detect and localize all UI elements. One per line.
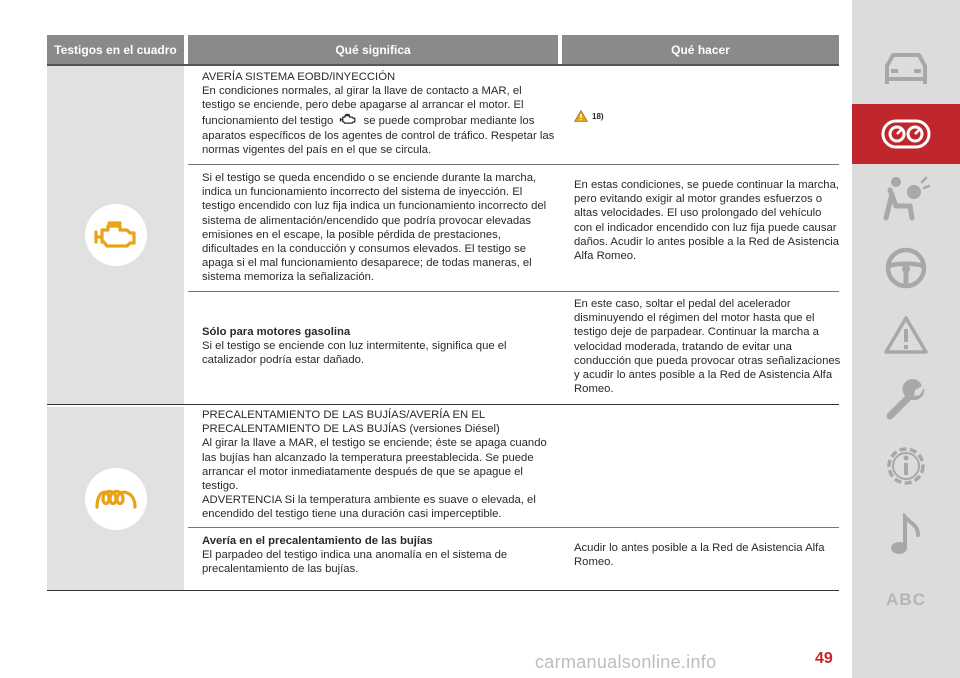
sidebar-item-emergency[interactable]: [852, 305, 960, 365]
icon-circle: [85, 204, 147, 266]
action-petrol-catalyst: En este caso, soltar el pedal del acelerador disminuyendo el régimen del motor hasta que el testigo deje de parpadear. Continuar la marcha a velocidad moderada, tratando de evitar una conducción que pueda provocar otras señalizaciones y acudir lo antes posible a la Red de Asistencia Alfa Romeo.: [574, 298, 841, 396]
sidebar-item-multimedia[interactable]: [852, 505, 960, 565]
header-what-to-do: Qué hacer: [562, 35, 839, 64]
action-glow-fault: Acudir lo antes posible a la Red de Asistencia Alfa Romeo.: [574, 542, 825, 569]
sidebar-item-maintenance[interactable]: [852, 370, 960, 430]
glow-plug-icon: [94, 485, 138, 513]
sidebar-item-technical-data[interactable]: [852, 436, 960, 496]
meaning-petrol-catalyst: [202, 325, 557, 368]
index-abc-label: ABC: [886, 590, 926, 609]
action-injection-fault: En estas condiciones, se puede continuar la marcha, pero evitando exigir al motor grandes esfuerzos o altas velocidades. El uso prolongado del vehículo con el indicador encendido con luz fija puede causar daños. Acudir lo antes posible a la Red de Asistencia Alfa Romeo.: [574, 179, 840, 263]
meaning-glow-plugs: [202, 408, 557, 522]
watermark: carmanualsonline.info: [535, 652, 717, 672]
sidebar-item-car[interactable]: [852, 38, 960, 98]
eobd-text-b: se puede comprobar mediante los aparatos específicos de los agentes de control de tráfico. Respetar las normas vigentes del país en el que se circula.: [202, 114, 555, 157]
glow-fault-text: El parpadeo del testigo indica una anomalía en el sistema de precalentamiento de las bujías.: [202, 549, 508, 576]
warning-reference: [574, 110, 604, 122]
header-warning-lights: Testigos en el cuadro: [47, 35, 184, 64]
steering-wheel-icon: [884, 246, 928, 290]
header-meaning: Qué significa: [188, 35, 558, 64]
wrench-icon: [884, 378, 928, 422]
engine-check-icon-cell: [47, 66, 184, 404]
sidebar-item-driving[interactable]: [852, 238, 960, 298]
dashboard-gauges-icon: [881, 119, 931, 149]
sidebar-item-index[interactable]: [852, 570, 960, 630]
glow-fault-subtitle: Avería en el precalentamiento de las bujías: [202, 535, 433, 547]
petrol-meaning-text: Si el testigo se enciende con luz intermitente, significa que el catalizador podría estar dañado.: [202, 340, 507, 367]
meaning-injection-fault: Si el testigo se queda encendido o se enciende durante la marcha, indica un funcionamiento incorrecto del sistema de inyección. El testigo encendido con luz fija indica un funcionamiento incorrecto del sistema de alimentación/encendido que podría provocar elevadas emisiones en el escape, la posible pérdida de prestaciones, dificultades en la conducción y consumos elevados. El testigo se apaga si el mal funcionamiento desaparece; de todas maneras, el sistema memoriza la señalización.: [202, 172, 547, 284]
section-divider: [47, 404, 839, 405]
engine-check-inline-icon: [338, 113, 358, 129]
warning-ref-number: 18): [592, 111, 604, 121]
music-note-icon: [888, 513, 924, 557]
row-divider: [188, 527, 839, 528]
sidebar-item-dashboard[interactable]: [852, 104, 960, 164]
warning-triangle-icon: [574, 110, 588, 122]
glow-text: Al girar la llave a MAR, el testigo se enciende; éste se apaga cuando las bujías han alcanzado la temperatura preestablecida. Se puede arrancar el motor inmediatamente después de que se apague el testigo.: [202, 437, 547, 493]
meaning-glow-fault: [202, 534, 557, 577]
petrol-subtitle: Sólo para motores gasolina: [202, 326, 351, 338]
glow-note: ADVERTENCIA Si la temperatura ambiente es suave o elevada, el encendido del testigo tiene una duración casi imperceptible.: [202, 494, 536, 521]
meaning-eobd: [202, 70, 557, 157]
page-number: 49: [815, 650, 833, 667]
sidebar-item-safety[interactable]: [852, 168, 960, 228]
row-divider: [188, 164, 839, 165]
engine-check-icon: [94, 219, 138, 251]
icon-circle: [85, 468, 147, 530]
eobd-text-a: En condiciones normales, al girar la llave de contacto a MAR, el testigo se enciende, pero debe apagarse al arrancar el motor. El funcionamiento del testigo: [202, 85, 524, 127]
glow-title: PRECALENTAMIENTO DE LAS BUJÍAS/AVERÍA EN EL PRECALENTAMIENTO DE LAS BUJÍAS (versiones Diésel): [202, 409, 500, 436]
chapter-sidebar: [852, 0, 960, 678]
seat-airbag-icon: [882, 174, 930, 222]
car-icon: [881, 50, 931, 86]
table-bottom-line: [47, 590, 839, 591]
warning-triangle-icon: [883, 315, 929, 355]
info-gear-icon: [883, 443, 929, 489]
glow-plug-icon-cell: [47, 407, 184, 590]
eobd-title: AVERÍA SISTEMA EOBD/INYECCIÓN: [202, 71, 396, 83]
row-divider: [188, 291, 839, 292]
